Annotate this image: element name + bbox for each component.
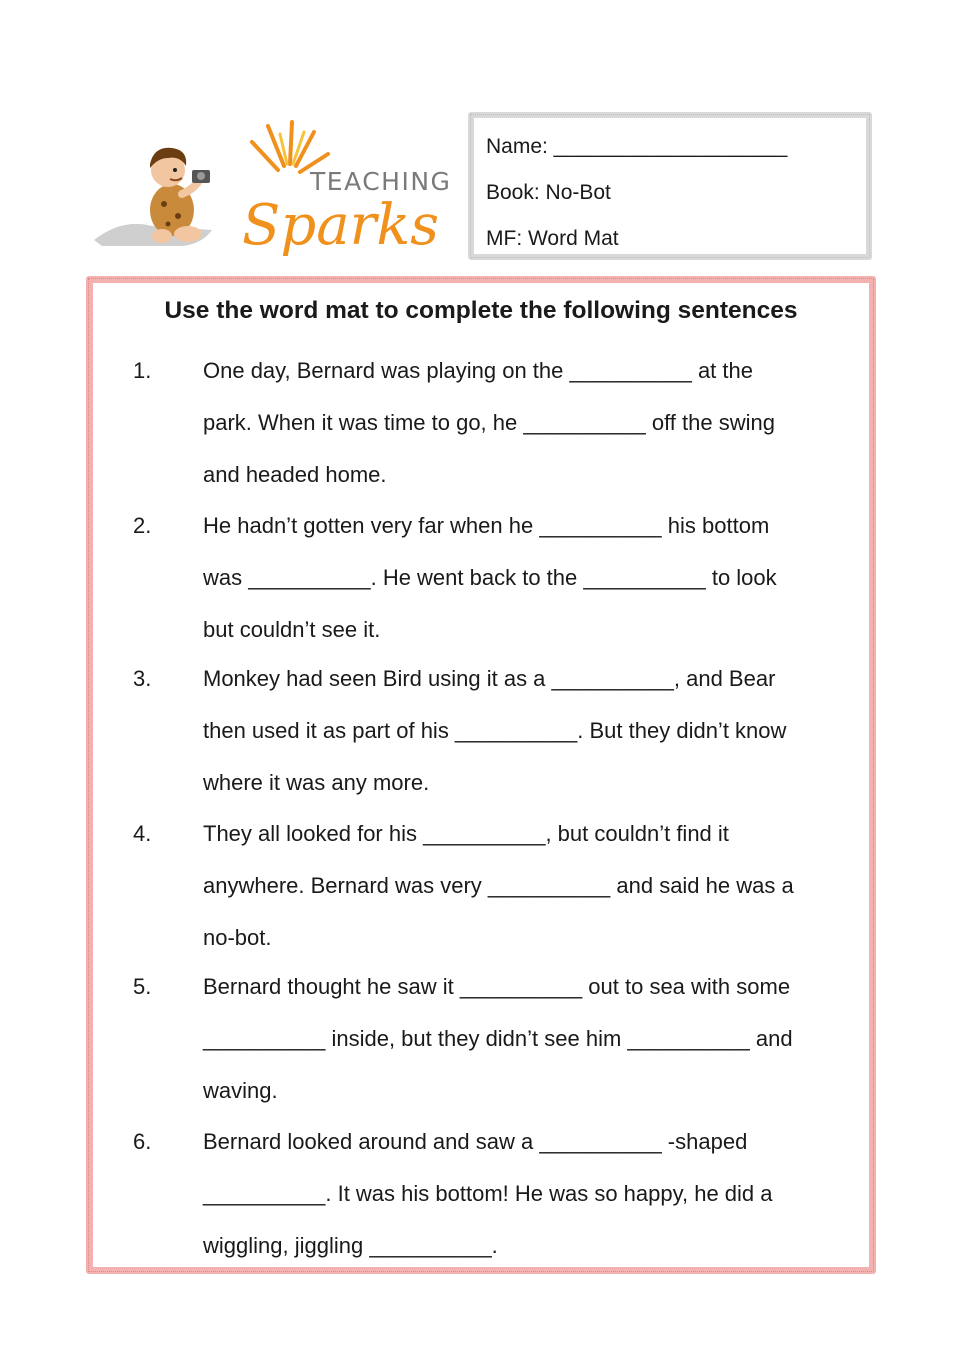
svg-text:Sparks: Sparks <box>242 193 440 258</box>
sentence-line[interactable]: One day, Bernard was playing on the __________ at the <box>203 358 753 383</box>
sentence-line: waving. <box>203 1078 278 1103</box>
teaching-sparks-logo <box>92 118 457 263</box>
question-number: 5. <box>133 974 152 999</box>
sentence-line[interactable]: was __________. He went back to the __________ to look <box>203 565 777 590</box>
svg-text:TEACHING: TEACHING <box>310 167 452 196</box>
question-number: 4. <box>133 821 152 846</box>
sentence-line[interactable]: He hadn’t gotten very far when he __________ his bottom <box>203 513 770 538</box>
word-mat-activity-box <box>86 276 876 1274</box>
question-number: 6. <box>133 1129 152 1154</box>
sentence-line[interactable]: then used it as part of his __________. But they didn’t know <box>203 718 787 743</box>
sentence-line: but couldn’t see it. <box>203 617 381 642</box>
question-number: 2. <box>133 513 152 538</box>
question-number: 1. <box>133 358 152 383</box>
book-label: Book: No-Bot <box>486 181 611 204</box>
sentence-line[interactable]: Monkey had seen Bird using it as a __________, and Bear <box>203 666 776 691</box>
sentence-line[interactable]: wiggling, jiggling __________. <box>203 1233 498 1258</box>
sentence-line[interactable]: They all looked for his __________, but couldn’t find it <box>203 821 729 846</box>
sentence-line: and headed home. <box>203 462 387 487</box>
sentence-line: no-bot. <box>203 925 272 950</box>
question-number: 3. <box>133 666 152 691</box>
mf-label: MF: Word Mat <box>486 227 619 250</box>
sentence-line[interactable]: Bernard thought he saw it __________ out to sea with some <box>203 974 791 999</box>
sentence-line[interactable]: __________ inside, but they didn’t see him __________ and <box>203 1026 793 1051</box>
student-info-box <box>468 112 872 260</box>
caveman-logo-icon <box>92 118 457 263</box>
instruction-heading: Use the word mat to complete the following sentences <box>164 297 798 324</box>
sentence-line: where it was any more. <box>203 770 430 795</box>
sentence-line[interactable]: Bernard looked around and saw a __________ -shaped <box>203 1129 748 1154</box>
sentence-line[interactable]: park. When it was time to go, he __________ off the swing <box>203 410 775 435</box>
name-field[interactable]: Name: ____________________ <box>486 135 788 158</box>
sentence-line[interactable]: anywhere. Bernard was very __________ and said he was a <box>203 873 794 898</box>
sentence-line[interactable]: __________. It was his bottom! He was so happy, he did a <box>203 1181 773 1206</box>
